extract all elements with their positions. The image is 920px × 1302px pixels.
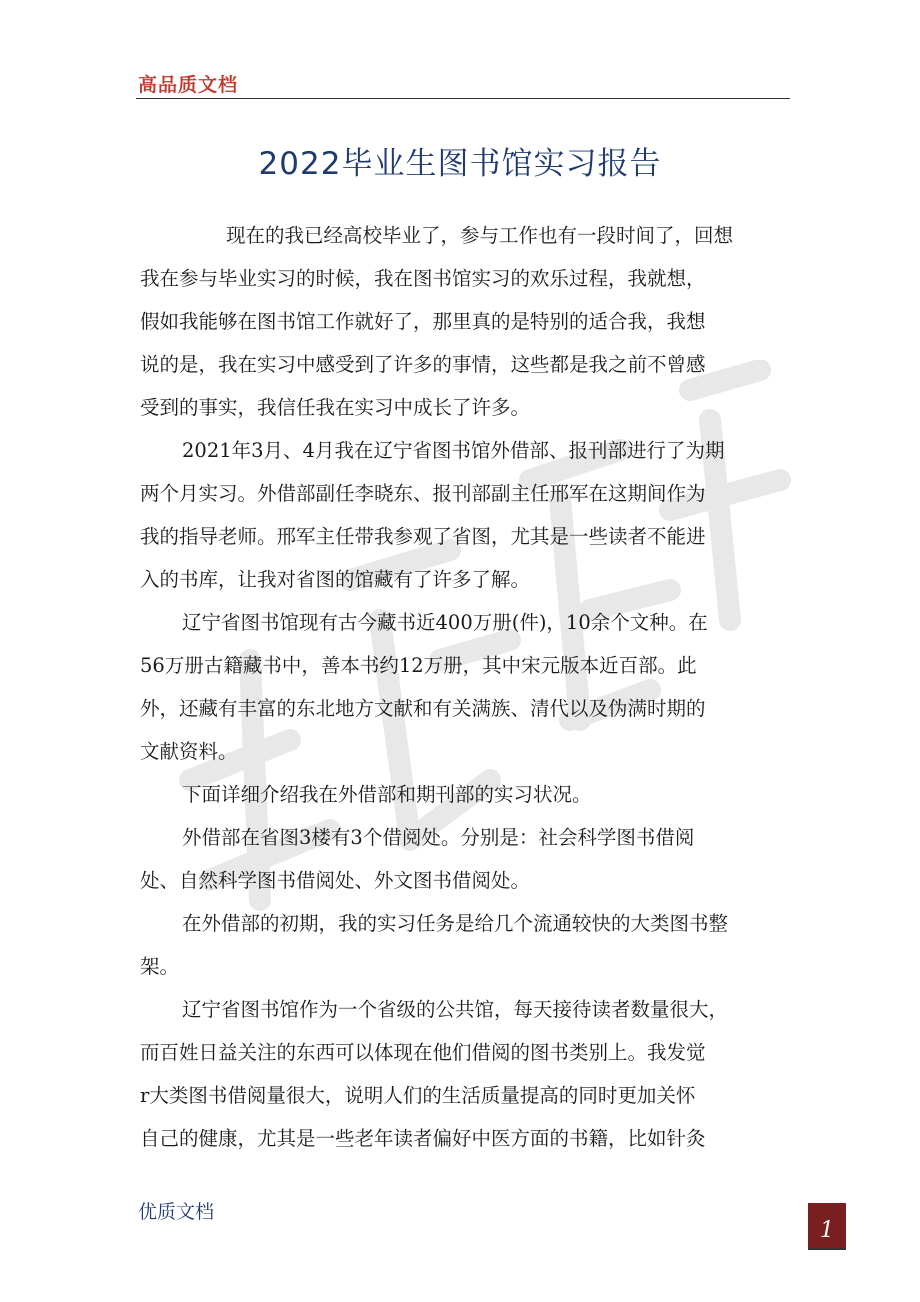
- text-line: 自己的健康，尤其是一些老年读者偏好中医方面的书籍，比如针灸: [140, 1127, 706, 1150]
- text-line: 两个月实习。外借部副任李晓东、报刊部副主任邢军在这期间作为: [140, 482, 706, 505]
- text-line: 假如我能够在图书馆工作就好了，那里真的是特别的适合我，我想: [140, 310, 706, 333]
- text-line: 2021年3月、4月我在辽宁省图书馆外借部、报刊部进行了为期: [182, 439, 725, 462]
- page-badge-underline: [808, 1248, 846, 1250]
- text-line: 外，还藏有丰富的东北地方文献和有关满族、清代以及伪满时期的: [140, 697, 706, 720]
- text-line: 下面详细介绍我在外借部和期刊部的实习状况。: [182, 783, 592, 806]
- text-line: 现在的我已经高校毕业了，参与工作也有一段时间了，回想: [226, 224, 734, 247]
- text-line: 辽宁省图书馆作为一个省级的公共馆，每天接待读者数量很大，: [182, 998, 729, 1021]
- paragraph: [140, 214, 795, 429]
- text-line: 我在参与毕业实习的时候，我在图书馆实习的欢乐过程，我就想，: [140, 267, 706, 290]
- text-line: 架。: [140, 955, 180, 978]
- paragraph: [140, 816, 795, 902]
- page-number-badge: 1: [808, 1203, 846, 1248]
- paragraph: [140, 988, 795, 1160]
- text-line: 说的是，我在实习中感受到了许多的事情，这些都是我之前不曾感: [140, 353, 706, 376]
- text-line: 处、自然科学图书借阅处、外文图书借阅处。: [140, 869, 531, 892]
- paragraph: [140, 429, 795, 601]
- text-line: r大类图书借阅量很大，说明人们的生活质量提高的同时更加关怀: [140, 1084, 696, 1107]
- text-line: 文献资料。: [140, 740, 238, 763]
- document-body: [140, 214, 795, 1160]
- text-line: 入的书库，让我对省图的馆藏有了许多了解。: [140, 568, 531, 591]
- document-title: 2022毕业生图书馆实习报告: [258, 146, 662, 182]
- text-line: 而百姓日益关注的东西可以体现在他们借阅的图书类别上。我发觉: [140, 1041, 706, 1064]
- text-line: 辽宁省图书馆现有古今藏书近400万册(件)，10余个文种。在: [182, 611, 708, 634]
- paragraph: [140, 773, 795, 816]
- footer-label: 优质文档: [138, 1201, 215, 1223]
- text-line: 在外借部的初期，我的实习任务是给几个流通较快的大类图书整: [182, 912, 729, 935]
- page-header: [136, 68, 790, 99]
- paragraph: [140, 601, 795, 773]
- text-line: 56万册古籍藏书中，善本书约12万册，其中宋元版本近百部。此: [140, 654, 697, 677]
- text-line: 外借部在省图3楼有3个借阅处。分别是：社会科学图书借阅: [182, 826, 695, 849]
- text-line: 受到的事实，我信任我在实习中成长了许多。: [140, 396, 531, 419]
- text-line: 我的指导老师。邢军主任带我参观了省图，尤其是一些读者不能进: [140, 525, 706, 548]
- header-title: 高品质文档: [138, 74, 239, 96]
- paragraph: [140, 902, 795, 988]
